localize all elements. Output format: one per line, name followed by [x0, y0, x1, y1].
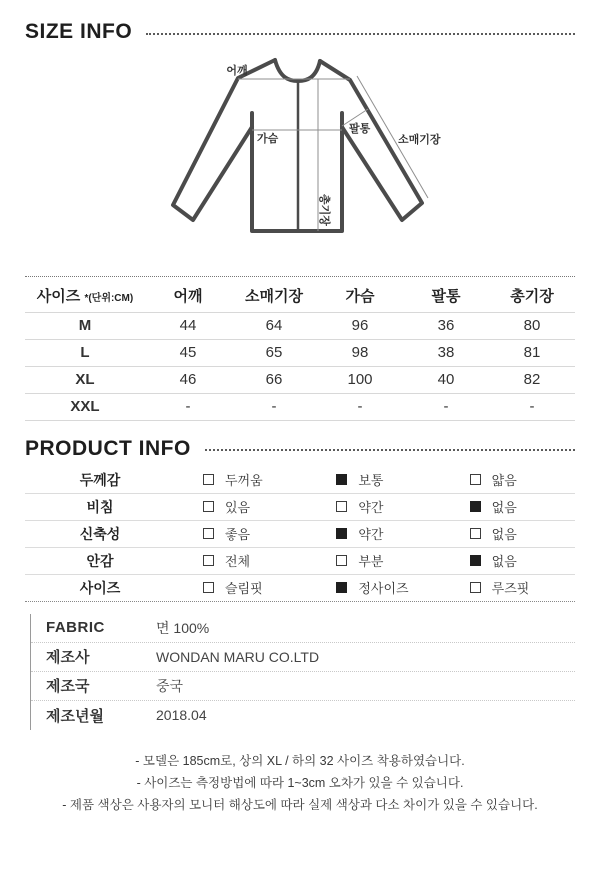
option-label: 약간 — [358, 527, 384, 542]
checkbox-icon — [470, 555, 481, 566]
size-name: M — [25, 312, 145, 339]
manufacture-date-row — [31, 701, 575, 730]
option-label: 두꺼움 — [225, 473, 263, 488]
checkbox-icon — [470, 474, 481, 485]
attribute-option — [175, 470, 308, 489]
checkbox-icon — [470, 582, 481, 593]
attribute-option — [175, 497, 308, 516]
fabric-row — [31, 614, 575, 643]
size-row-xxl — [25, 393, 575, 420]
size-value: - — [317, 393, 403, 420]
size-row-m — [25, 312, 575, 339]
arm-width-label: 팔통 — [349, 123, 371, 135]
option-label: 없음 — [491, 554, 517, 569]
country-label: 제조국 — [46, 678, 90, 695]
size-value: 81 — [489, 339, 575, 366]
checkbox-icon — [203, 474, 214, 485]
option-label: 있음 — [225, 500, 251, 515]
country-value: 중국 — [156, 677, 184, 694]
option-label: 루즈핏 — [491, 581, 530, 596]
size-info-title: SIZE INFO — [25, 20, 133, 43]
manufacturer-label: 제조사 — [46, 649, 90, 666]
size-value: 100 — [317, 366, 403, 393]
size-row-xl — [25, 366, 575, 393]
attribute-row-sheerness — [25, 494, 575, 521]
column-header-shoulder: 어깨 — [145, 279, 231, 312]
attribute-row-thickness — [25, 467, 575, 494]
option-label: 없음 — [491, 527, 517, 542]
size-value: 38 — [403, 339, 489, 366]
attribute-option — [308, 578, 441, 597]
chest-label: 가슴 — [257, 133, 279, 145]
size-table-header-row — [25, 279, 575, 312]
manufacture-date-value: 2018.04 — [156, 707, 207, 723]
option-label: 약간 — [358, 500, 384, 515]
attribute-option — [308, 551, 441, 570]
size-value: - — [145, 393, 231, 420]
size-table — [25, 279, 575, 421]
size-value: - — [231, 393, 317, 420]
size-value: - — [403, 393, 489, 420]
size-name: L — [25, 339, 145, 366]
product-info-title-rule — [205, 449, 575, 451]
notes — [0, 750, 600, 816]
product-info-title: PRODUCT INFO — [25, 436, 191, 460]
note-size-tolerance: - 사이즈는 측정방법에 따라 1~3cm 오차가 있을 수 있습니다. — [136, 775, 464, 790]
checkbox-icon — [336, 582, 347, 593]
attribute-label: 사이즈 — [79, 579, 121, 596]
size-info-title-rule — [146, 33, 575, 35]
column-header-chest: 가슴 — [317, 279, 403, 312]
option-label: 보통 — [358, 473, 384, 488]
attribute-option — [442, 578, 575, 597]
attribute-label: 안감 — [86, 552, 114, 569]
size-name: XXL — [25, 393, 145, 420]
checkbox-icon — [203, 528, 214, 539]
attribute-label: 비침 — [86, 498, 114, 515]
size-info-header — [25, 0, 575, 44]
option-label: 좋음 — [225, 527, 251, 542]
size-table-top-rule — [25, 276, 575, 277]
size-value: 46 — [145, 366, 231, 393]
size-value: 64 — [231, 312, 317, 339]
attribute-option — [442, 497, 575, 516]
option-label: 없음 — [491, 500, 517, 515]
option-label: 전체 — [225, 554, 251, 569]
checkbox-icon — [336, 501, 347, 512]
total-length-label: 총기장 — [318, 194, 330, 226]
size-value: 66 — [231, 366, 317, 393]
size-column-header — [25, 279, 145, 312]
size-column-title: 사이즈 — [36, 287, 81, 305]
jacket-neckline — [275, 60, 320, 81]
sleeve-length-label: 소매기장 — [398, 134, 441, 146]
attribute-label: 신축성 — [79, 525, 121, 542]
option-label: 부분 — [358, 554, 384, 569]
checkbox-icon — [470, 501, 481, 512]
checkbox-icon — [203, 582, 214, 593]
size-value: 98 — [317, 339, 403, 366]
manufacturer-row — [31, 643, 575, 672]
checkbox-icon — [203, 501, 214, 512]
column-header-arm: 팔통 — [403, 279, 489, 312]
attribute-row-stretch — [25, 521, 575, 548]
option-label: 얇음 — [491, 473, 517, 488]
attribute-option — [442, 551, 575, 570]
product-info-header — [25, 437, 575, 461]
attribute-option — [442, 470, 575, 489]
attribute-option — [308, 524, 441, 543]
option-label: 슬림핏 — [225, 581, 263, 596]
size-value: 45 — [145, 339, 231, 366]
attribute-option — [442, 524, 575, 543]
option-label: 정사이즈 — [358, 581, 409, 596]
fabric-value: 면 100% — [156, 619, 210, 636]
size-value: 96 — [317, 312, 403, 339]
size-value: 36 — [403, 312, 489, 339]
checkbox-icon — [336, 528, 347, 539]
fabric-info-table — [30, 614, 575, 730]
size-value: 44 — [145, 312, 231, 339]
checkbox-icon — [470, 528, 481, 539]
column-header-sleeve: 소매기장 — [231, 279, 317, 312]
size-value: - — [489, 393, 575, 420]
attribute-row-lining — [25, 548, 575, 575]
shoulder-label: 어깨 — [226, 65, 248, 77]
note-model: - 모델은 185cm로, 상의 XL / 하의 32 사이즈 착용하였습니다. — [135, 753, 465, 768]
attribute-row-fit — [25, 575, 575, 602]
size-value: 82 — [489, 366, 575, 393]
attribute-option — [175, 524, 308, 543]
size-unit-note: *(단위:CM) — [84, 292, 134, 304]
size-diagram — [0, 48, 600, 276]
size-name: XL — [25, 366, 145, 393]
product-attributes-table — [25, 467, 575, 602]
size-value: 40 — [403, 366, 489, 393]
size-value: 80 — [489, 312, 575, 339]
manufacture-date-label: 제조년월 — [46, 707, 104, 725]
attribute-option — [175, 551, 308, 570]
attribute-label: 두께감 — [79, 471, 121, 488]
jacket-diagram-image — [150, 48, 470, 276]
country-row — [31, 672, 575, 701]
attribute-option — [308, 497, 441, 516]
checkbox-icon — [336, 474, 347, 485]
attribute-option — [308, 470, 441, 489]
size-value: 65 — [231, 339, 317, 366]
fabric-label: FABRIC — [46, 619, 105, 636]
attribute-option — [175, 578, 308, 597]
checkbox-icon — [336, 555, 347, 566]
note-color-difference: - 제품 색상은 사용자의 모니터 해상도에 따라 실제 색상과 다소 차이가 있을 수 있습니다. — [62, 797, 538, 812]
column-header-length: 총기장 — [489, 279, 575, 312]
manufacturer-value: WONDAN MARU CO.LTD — [156, 648, 320, 665]
checkbox-icon — [203, 555, 214, 566]
size-row-l — [25, 339, 575, 366]
